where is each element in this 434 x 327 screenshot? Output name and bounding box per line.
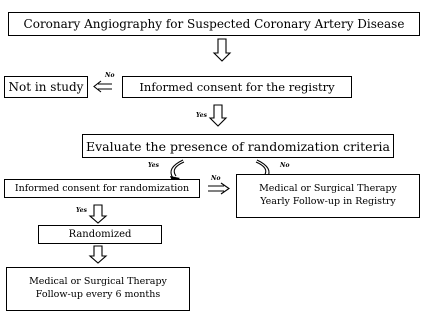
node-label-line1: Medical or Surgical Therapy [259, 183, 397, 195]
edge-label-yes-registry: Yes [196, 112, 207, 119]
node-label-line2: Follow-up every 6 months [35, 289, 161, 300]
node-randomized-therapy [6, 267, 190, 311]
node-evaluate-randomization [82, 134, 394, 158]
node-label-line2: Yearly Follow-up in Registry [260, 196, 396, 207]
edge-label-no-evaluate: No [280, 162, 290, 169]
node-label: Coronary Angiography for Suspected Coronary Artery Disease [23, 17, 405, 31]
curved-arrow-yes [171, 160, 184, 178]
node-label: Evaluate the presence of randomization criteria [86, 138, 390, 154]
node-not-in-study [4, 76, 88, 98]
node-informed-consent-randomization [4, 179, 200, 198]
node-registry-therapy [236, 174, 420, 218]
edge-label-no-not-in-study: No [105, 72, 115, 79]
node-label: Randomized [68, 229, 132, 240]
edge-label-no-randomization: No [211, 175, 221, 182]
node-label-line1: Medical or Surgical Therapy [29, 276, 167, 288]
right-double-arrow-randomization [208, 183, 229, 194]
node-label: Informed consent for the registry [139, 80, 335, 94]
edge-label-yes-randomization: Yes [76, 207, 87, 214]
node-label: Informed consent for randomization [14, 183, 190, 194]
node-informed-consent-registry [122, 76, 352, 98]
left-double-arrow [94, 81, 112, 92]
down-arrow-3 [90, 205, 106, 223]
node-randomized [38, 225, 162, 244]
down-arrow-1 [214, 39, 230, 61]
node-coronary-angiography [8, 12, 420, 36]
node-label: Not in study [8, 80, 84, 94]
edge-label-yes-evaluate: Yes [148, 162, 159, 169]
down-arrow-2 [210, 105, 226, 126]
down-arrow-4 [90, 246, 106, 263]
